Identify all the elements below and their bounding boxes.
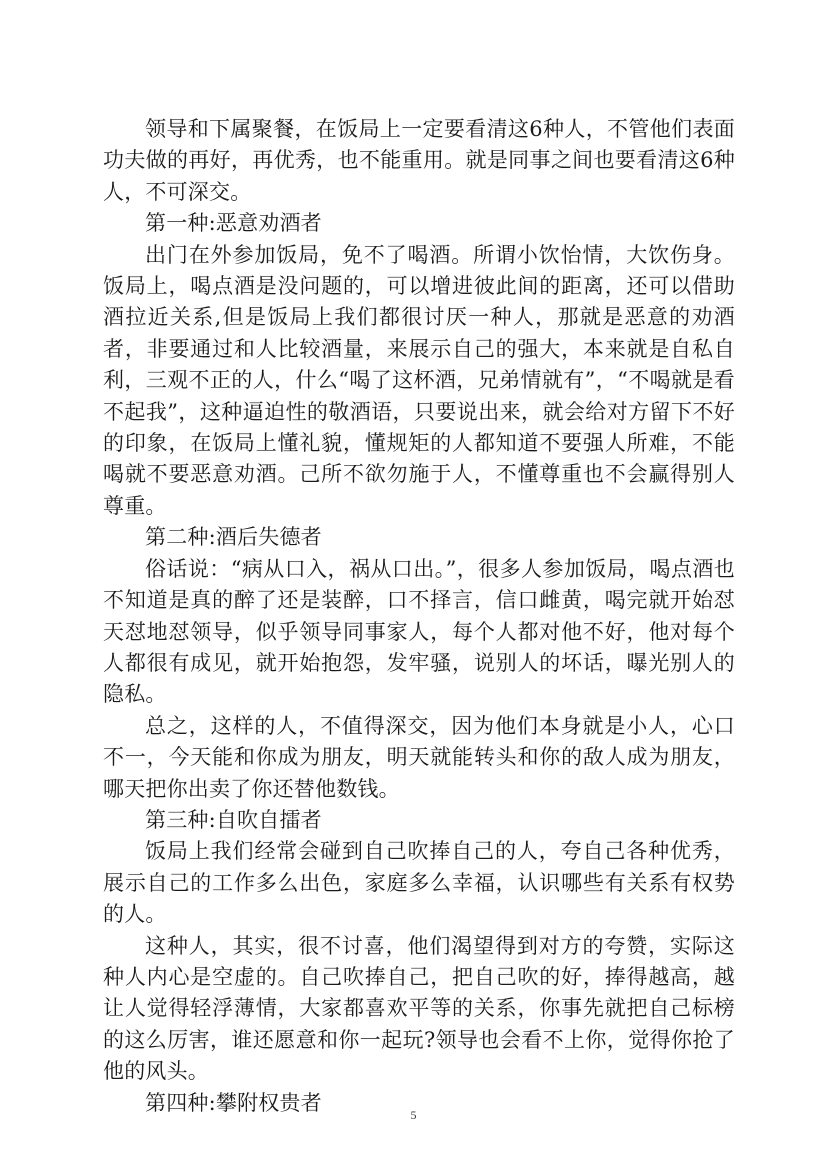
section-1-paragraph: 出门在外参加饭局，免不了喝酒。所谓小饮怡情，大饮伤身。饭局上，喝点酒是没问题的，可以增进彼此间的距离，还可以借助酒拉近关系,但是饭局上我们都很讨厌一种人，那就是恶意的劝酒者，非要通过和人比较酒量，来展示自己的强大，本来就是自私自利，三观不正的人，什么“喝了这杯酒，兄弟情就有”，“不喝就是看不起我”，这种逼迫性的敬酒语，只要说出来，就会给对方留下不好的印象，在饭局上懂礼貌，懂规矩的人都知道不要强人所难，不能喝就不要恶意劝酒。己所不欲勿施于人，不懂尊重也不会赢得别人尊重。 (103, 242, 735, 518)
section-heading-3: 第三种:自吹自擂者 (145, 807, 322, 832)
section-3-paragraph-1: 饭局上我们经常会碰到自己吹捧自己的人，夸自己各种优秀，展示自己的工作多么出色，家庭多么幸福，认识哪些有关系有权势的人。 (103, 839, 735, 927)
page-number: 5 (410, 1108, 417, 1122)
section-2-paragraph-2: 总之，这样的人，不值得深交，因为他们本身就是小人，心口不一，今天能和你成为朋友，明天就能转头和你的敌人成为朋友，哪天把你出卖了你还替他数钱。 (103, 713, 735, 801)
intro-paragraph: 领导和下属聚餐，在饭局上一定要看清这6种人，不管他们表面功夫做的再好，再优秀，也不能重用。就是同事之间也要看清这6种人，不可深交。 (103, 117, 735, 204)
section-heading-1: 第一种:恶意劝酒者 (145, 211, 322, 236)
section-heading-2: 第二种:酒后失德者 (145, 525, 322, 550)
section-2-paragraph-1: 俗话说：“病从口入，祸从口出。”，很多人参加饭局，喝点酒也不知道是真的醉了还是装醉，口不择言，信口雌黄，喝完就开始怼天怼地怼领导，似乎领导同事家人，每个人都对他不好，他对每个人都很有成见，就开始抱怨，发牢骚，说别人的坏话，曝光别人的隐私。 (103, 556, 735, 707)
section-heading-4: 第四种:攀附权贵者 (145, 1090, 322, 1115)
section-3-paragraph-2: 这种人，其实，很不讨喜，他们渴望得到对方的夸赞，实际这种人内心是空虚的。自己吹捧自己，把自己吹的好，捧得越高，越让人觉得轻浮薄情，大家都喜欢平等的关系，你事先就把自己标榜的这么厉害，谁还愿意和你一起玩?领导也会看不上你，觉得你抢了他的风头。 (103, 933, 735, 1084)
body-text (103, 114, 735, 1119)
